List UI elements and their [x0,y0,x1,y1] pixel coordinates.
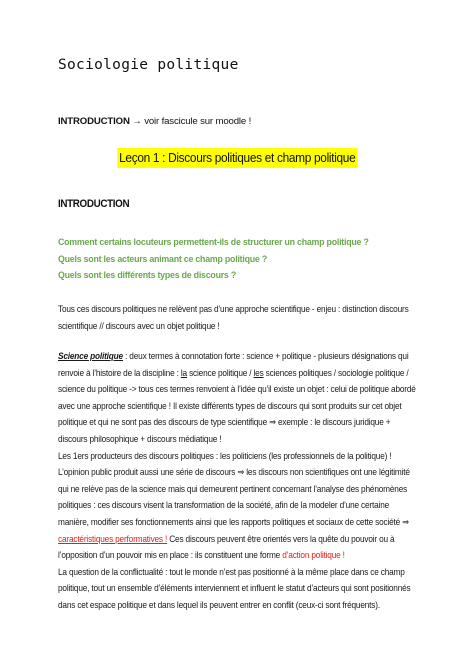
underlined-word: les [253,367,264,378]
underlined-word: la [180,367,187,378]
document-title: Sociologie politique [58,57,239,73]
line-text: Ces discours peuvent être orientés vers la quête du pouvoir ou à [167,533,395,544]
line-text: l’opposition d’un pouvoir mis en place : ils constituent une forme [58,550,283,561]
text-line [58,531,395,548]
text-line: avec une approche scientifique ! Il existe différents types de discours qui sont produits sur cet objet [58,400,402,411]
text-line [58,365,409,382]
text-line: scientifique // discours avec un objet politique ! [58,320,220,331]
text-line [58,547,391,564]
text-line: Les 1ers producteurs des discours politiques : les politiciens (les professionnels de la politique) ! [58,450,392,461]
intro-note [58,116,251,127]
questions-list [58,235,396,285]
text-line: politiques : ces discours visent la transformation de la société, afin de la modeler d’une certaine [58,500,390,511]
paragraph-body [58,348,428,614]
text-line [58,348,409,365]
line-text: : deux termes à connotation forte : science + politique - plusieurs désignations qui [122,351,409,361]
text-line: La question de la conflictualité : tout le monde n’est pas positionné à la même place dans ce champ [58,566,405,577]
text-line: discours philosophique + discours médiatique ! [58,433,222,444]
text-line: politique et qui ne sont pas des discours de type scientifique ⇒ exemple : le discours juridique + [58,417,391,428]
question-item: Quels sont les acteurs animant ce champ politique ? [58,253,267,265]
section-heading: INTRODUCTION [58,198,130,210]
intro-text: → voir fascicule sur moodle ! [129,116,252,127]
paragraph-intro [58,301,428,334]
line-text: science politique / [186,367,254,378]
text-line: L’opinion public produit aussi une série de discours ⇒ les discours non scientifiques ont une légitimité [58,467,410,478]
lesson-title: Leçon 1 : Discours politiques et champ politique [117,148,357,168]
text-line: Tous ces discours politiques ne relèvent pas d’une approche scientifique - enjeu : distinction discours [58,304,409,314]
text-line: science du politique -> tous ces termes renvoient à l’idée qu’il existe un objet : celui de politique abordé [58,384,416,395]
line-text: sciences politiques / sociologie politique / [263,367,409,378]
highlight-red: caractéristiques performatives ! [58,533,168,544]
text-line: manière, modifier ses fonctionnements ainsi que les rapports politiques et sociaux de cette société ⇒ [58,516,409,527]
text-line: politique, tout un ensemble d’éléments interviennent et influent le statut d’acteurs qui sont positionnés [58,583,411,594]
text-line: dans cet espace politique et dans lequel ils peuvent entrer en conflit (ceux-ci sont fréquents). [58,599,380,610]
intro-label: INTRODUCTION [58,116,130,127]
line-text: renvoie à l’histoire de la discipline : [58,367,181,378]
key-term: Science politique [58,351,123,361]
question-item: Quels sont les différents types de discours ? [58,270,237,281]
highlight-red: d’action politique ! [282,550,345,561]
lesson-title-wrap [0,148,474,168]
question-item: Comment certains locuteurs permettent-ils de structurer un champ politique ? [58,237,369,248]
text-line: qui ne relève pas de la science mais qui demeurent pertinent concernant l’analyse des phénomènes [58,483,408,494]
